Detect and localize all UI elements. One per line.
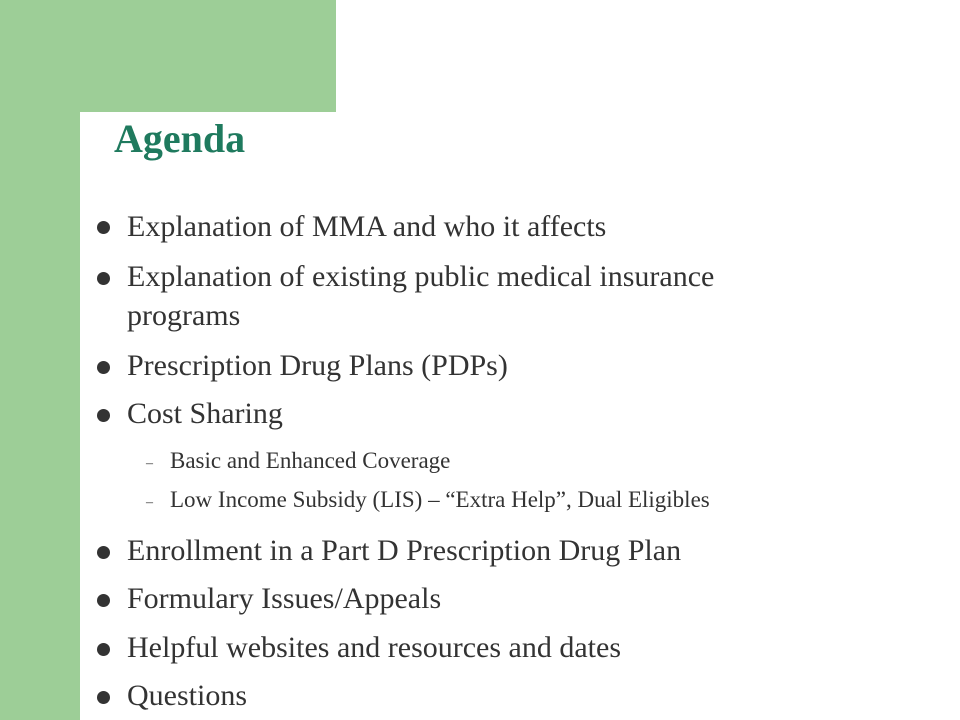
bullet-dot (97, 221, 110, 234)
agenda-item-cost-sharing: Cost Sharing (127, 397, 283, 430)
agenda-item-mma: Explanation of MMA and who it affects (127, 210, 607, 243)
agenda-item-programs: Explanation of existing public medical insurance (127, 260, 715, 293)
slide-title: Agenda (114, 116, 246, 161)
bullet-dot (97, 272, 110, 285)
bullet-dot (97, 594, 110, 607)
agenda-item-pdps: Prescription Drug Plans (PDPs) (127, 349, 508, 382)
agenda-item-questions: Questions (127, 679, 247, 712)
bullet-dot (97, 409, 110, 422)
sub-bullet-dash: – (146, 495, 153, 510)
agenda-item-enrollment: Enrollment in a Part D Prescription Drug Plan (127, 534, 682, 567)
bullet-dot (97, 546, 110, 559)
agenda-item-programs-cont: programs (127, 299, 241, 332)
bullet-dot (97, 691, 110, 704)
bullet-dot (97, 361, 110, 374)
agenda-item-websites: Helpful websites and resources and dates (127, 631, 622, 664)
sub-bullet-dash: – (146, 456, 153, 471)
bullet-dot (97, 643, 110, 656)
agenda-item-formulary: Formulary Issues/Appeals (127, 582, 442, 615)
sub-item-lis: Low Income Subsidy (LIS) – “Extra Help”, Dual Eligibles (170, 487, 710, 512)
sub-item-coverage: Basic and Enhanced Coverage (170, 448, 451, 473)
